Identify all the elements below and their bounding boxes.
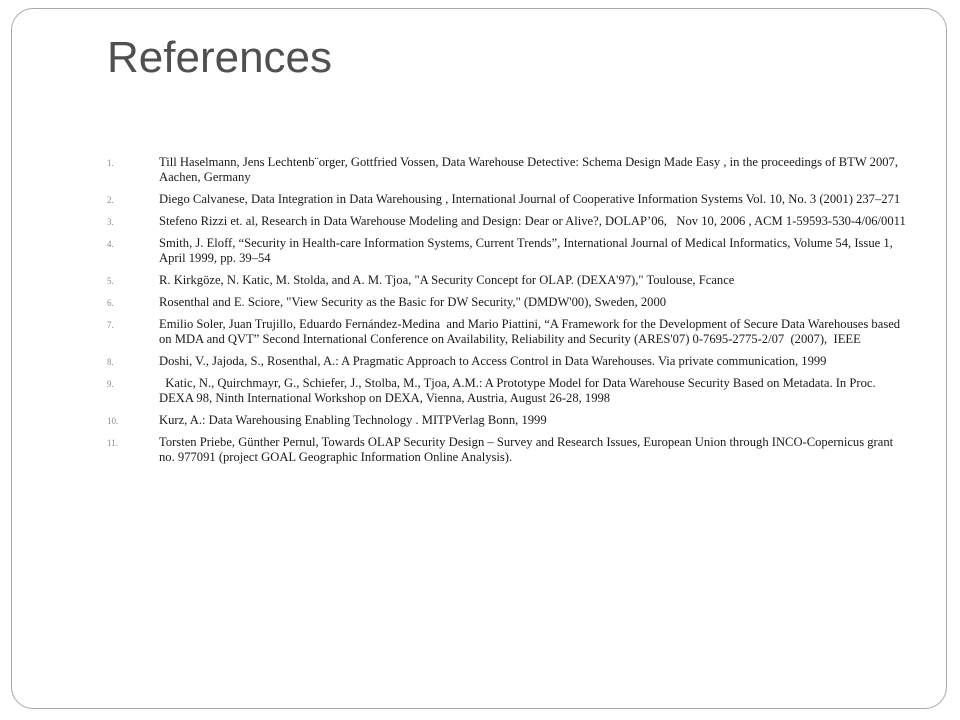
reference-number: 1. [107, 158, 114, 168]
reference-number: 8. [107, 357, 114, 367]
reference-item [107, 413, 907, 428]
reference-number: 11. [107, 438, 118, 448]
reference-item [107, 155, 907, 185]
slide-title: References [107, 33, 333, 82]
reference-text: Rosenthal and E. Sciore, "View Security as the Basic for DW Security," (DMDW'00), Sweden, 2000 [159, 295, 667, 309]
reference-item [107, 376, 907, 406]
reference-number: 4. [107, 239, 114, 249]
reference-item [107, 317, 907, 347]
reference-text: Torsten Priebe, Günther Pernul, Towards OLAP Security Design – Survey and Research Issues, European Union through INCO-Copernicus grant no. 977091 (project GOAL Geographic Information Online Analysis). [159, 435, 897, 464]
reference-item [107, 273, 907, 288]
reference-number: 10. [107, 416, 119, 426]
reference-number: 3. [107, 217, 114, 227]
reference-text: Stefeno Rizzi et. al, Research in Data Warehouse Modeling and Design: Dear or Alive?, DOLAP’06, Nov 10, 2006 , ACM 1-59593-530-4/06/0011 [159, 214, 906, 228]
reference-item [107, 435, 907, 465]
reference-number: 7. [107, 320, 114, 330]
reference-number: 6. [107, 298, 114, 308]
reference-item [107, 295, 907, 310]
reference-text: Emilio Soler, Juan Trujillo, Eduardo Fernández-Medina and Mario Piattini, “A Framework for the Development of Secure Data Warehouses based on MDA and QVT” Second International Conference on Availability, Reliability and Security (ARES'07) 0-7695-2775-2/07 (2007), IEEE [159, 317, 904, 346]
reference-text: Doshi, V., Jajoda, S., Rosenthal, A.: A Pragmatic Approach to Access Control in Data Warehouses. Via private communication, 1999 [159, 354, 827, 368]
reference-number: 5. [107, 276, 114, 286]
reference-text: Diego Calvanese, Data Integration in Data Warehousing , International Journal of Cooperative Information Systems Vol. 10, No. 3 (2001) 237–271 [159, 192, 901, 206]
reference-item [107, 214, 907, 229]
reference-text: Katic, N., Quirchmayr, G., Schiefer, J., Stolba, M., Tjoa, A.M.: A Prototype Model for Data Warehouse Security Based on Metadata. In Proc. DEXA 98, Ninth International Workshop on DEXA, Vienna, Austria, August 26-28, 1998 [159, 376, 879, 405]
reference-text: Smith, J. Eloff, “Security in Health-care Information Systems, Current Trends”, International Journal of Medical Informatics, Volume 54, Issue 1, April 1999, pp. 39–54 [159, 236, 896, 265]
reference-number: 2. [107, 195, 114, 205]
reference-text: Kurz, A.: Data Warehousing Enabling Technology . MITPVerlag Bonn, 1999 [159, 413, 547, 427]
reference-item [107, 236, 907, 266]
reference-list [107, 155, 907, 472]
reference-number: 9. [107, 379, 114, 389]
reference-text: R. Kirkgöze, N. Katic, M. Stolda, and A. M. Tjoa, "A Security Concept for OLAP. (DEXA'97)," Toulouse, Fcance [159, 273, 735, 287]
reference-item [107, 354, 907, 369]
reference-text: Till Haselmann, Jens Lechtenb¨orger, Gottfried Vossen, Data Warehouse Detective: Schema Design Made Easy , in the proceedings of BTW 2007, Aachen, Germany [159, 155, 901, 184]
reference-item [107, 192, 907, 207]
